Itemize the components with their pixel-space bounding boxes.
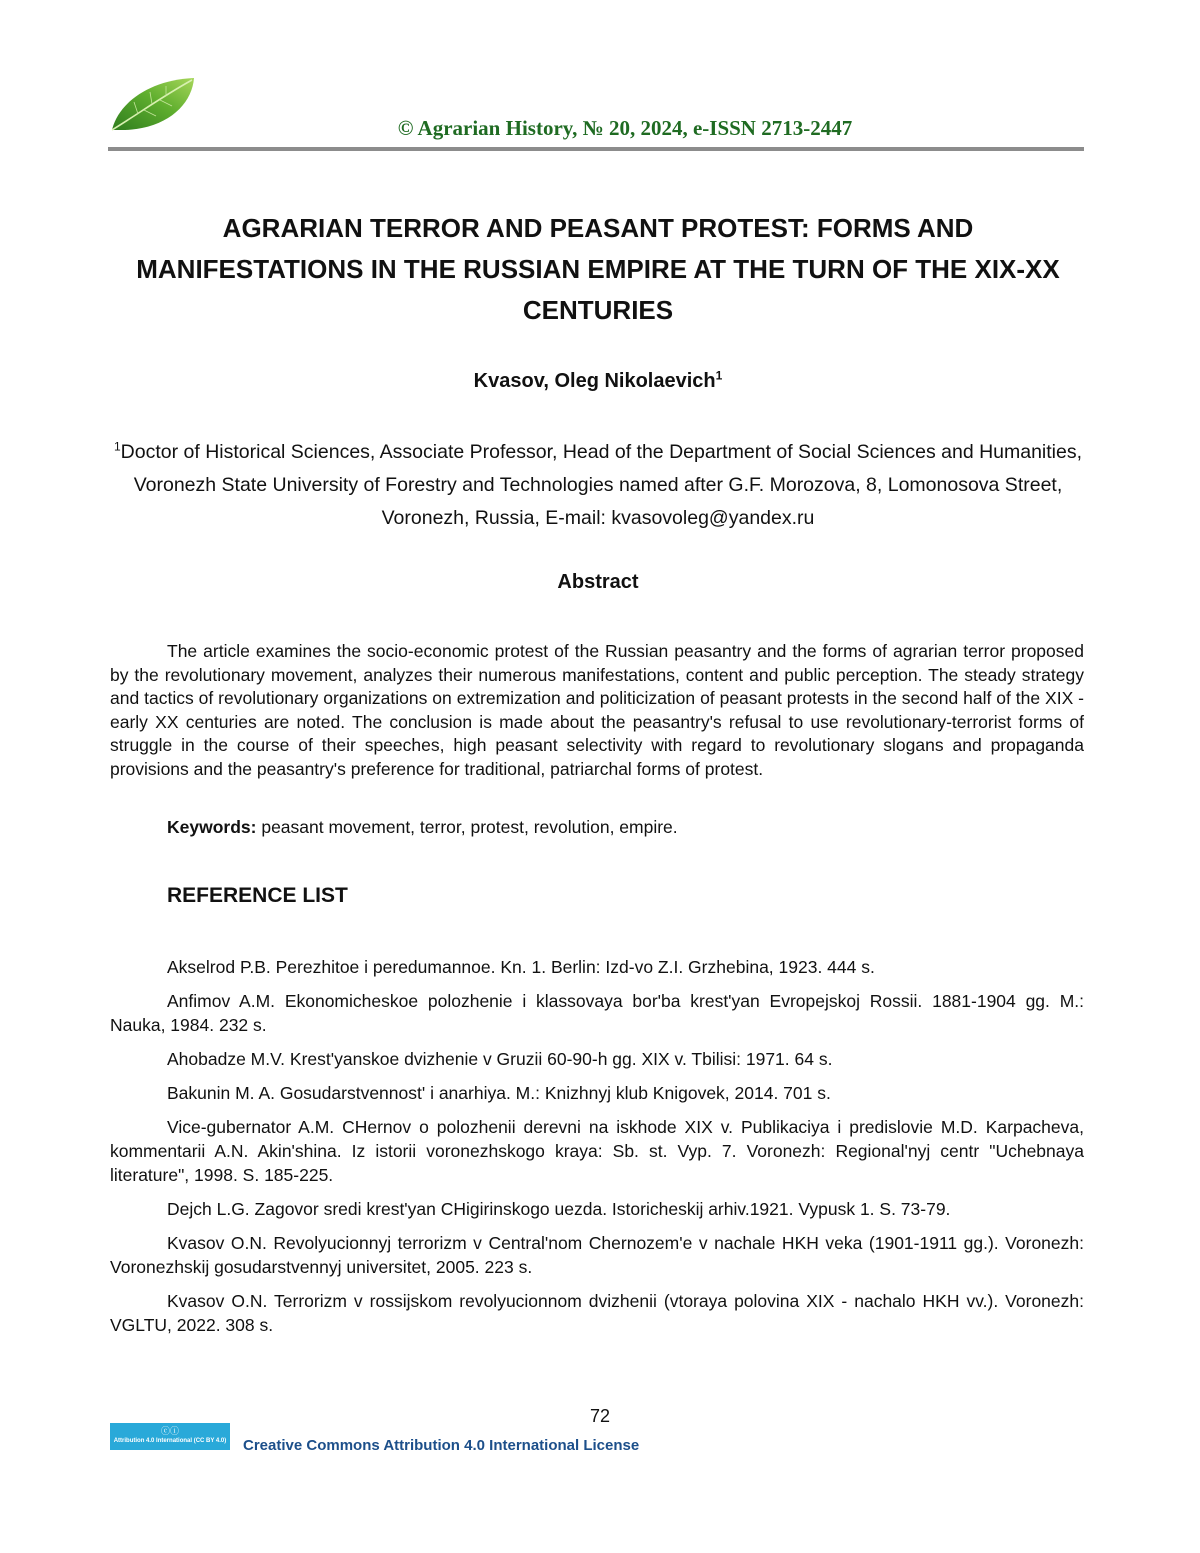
affiliation: [110, 436, 1086, 535]
reference-list: [110, 955, 1084, 1347]
reference-item: Kvasov O.N. Terrorizm v rossijskom revolyucionnom dvizhenii (vtoraya polovina XIX - nachalo HKH vv.). Voronezh: VGLTU, 2022. 308 s.: [110, 1291, 1084, 1335]
article-title: AGRARIAN TERROR AND PEASANT PROTEST: FORMS AND MANIFESTATIONS IN THE RUSSIAN EMPIRE AT THE TURN OF THE XIX-XX CENTURIES: [136, 213, 1060, 325]
keywords-text: peasant movement, terror, protest, revolution, empire.: [261, 817, 678, 837]
header-divider: [108, 147, 1084, 151]
author-footnote-mark: 1: [715, 368, 723, 383]
journal-header: © Agrarian History, № 20, 2024, e-ISSN 2713-2447: [397, 116, 853, 140]
reference-item: Anfimov A.M. Ekonomicheskoe polozhenie i klassovaya bor'ba krest'yan Evropejskoj Rossii. 1881-1904 gg. M.: Nauka, 1984. 232 s.: [110, 991, 1084, 1035]
keywords-label: Keywords:: [167, 817, 257, 837]
cc-badge-text: Attribution 4.0 International (CC BY 4.0): [113, 1438, 227, 1444]
cc-icon: ⓒⓘ: [160, 1426, 179, 1436]
license-link[interactable]: Creative Commons Attribution 4.0 International License: [243, 1437, 640, 1454]
reference-item: Kvasov O.N. Revolyucionnyj terrorizm v Central'nom Chernozem'e v nachale HKH veka (1901-1911 gg.). Voronezh: Voronezhskij gosudarstvennyj universitet, 2005. 223 s.: [110, 1233, 1084, 1277]
author-name: Kvasov, Oleg Nikolaevich: [473, 370, 716, 392]
reference-item: Vice-gubernator A.M. CHernov o polozhenii derevni na iskhode XIX v. Publikaciya i predislovie M.D. Karpacheva, kommentarii A.N. Akin'shina. Iz istorii voronezhskogo kraya: Sb. st. Vyp. 7. Voronezh: Regional'nyj centr "Uchebnaya literature", 1998. S. 185-225.: [110, 1117, 1084, 1185]
page-number: 72: [589, 1406, 611, 1426]
reference-item: Dejch L.G. Zagovor sredi krest'yan CHigirinskogo uezda. Istoricheskij arhiv.1921. Vypusk 1. S. 73-79.: [167, 1199, 951, 1219]
abstract-heading: Abstract: [557, 571, 639, 593]
affiliation-mark: 1: [113, 439, 121, 454]
author-line: [110, 370, 1086, 393]
reference-item: Akselrod P.B. Perezhitoe i peredumannoe. Kn. 1. Berlin: Izd-vo Z.I. Grzhebina, 1923. 444 s.: [167, 957, 875, 977]
reference-item: Ahobadze M.V. Krest'yanskoe dvizhenie v Gruzii 60-90-h gg. XIX v. Tbilisi: 1971. 64 s.: [167, 1049, 833, 1069]
keywords-line: [167, 817, 678, 838]
abstract-text: The article examines the socio-economic protest of the Russian peasantry and the forms of agrarian terror proposed by the revolutionary movement, analyzes their numerous manifestations, content and public perception. The steady strategy and tactics of revolutionary organizations on extremization and politicization of peasant protests in the second half of the XIX - early XX centuries are noted. The conclusion is made about the peasantry's refusal to use revolutionary-terrorist forms of struggle in the course of their speeches, high peasant selectivity with regard to revolutionary slogans and propaganda provisions and the peasantry's preference for traditional, patriarchal forms of protest.: [110, 641, 1084, 779]
cc-license-badge[interactable]: [110, 1423, 230, 1450]
reference-item: Bakunin M. A. Gosudarstvennost' i anarhiya. M.: Knizhnyj klub Knigovek, 2014. 701 s.: [167, 1083, 831, 1103]
reference-list-heading: REFERENCE LIST: [167, 884, 348, 907]
affiliation-text: Doctor of Historical Sciences, Associate Professor, Head of the Department of Social Sciences and Humanities, Voronezh State University of Forestry and Technologies named after G.F. Morozova, 8, Lomonosova Street, Voronezh, Russia, E-mail: kvasovoleg@yandex.ru: [120, 441, 1083, 529]
